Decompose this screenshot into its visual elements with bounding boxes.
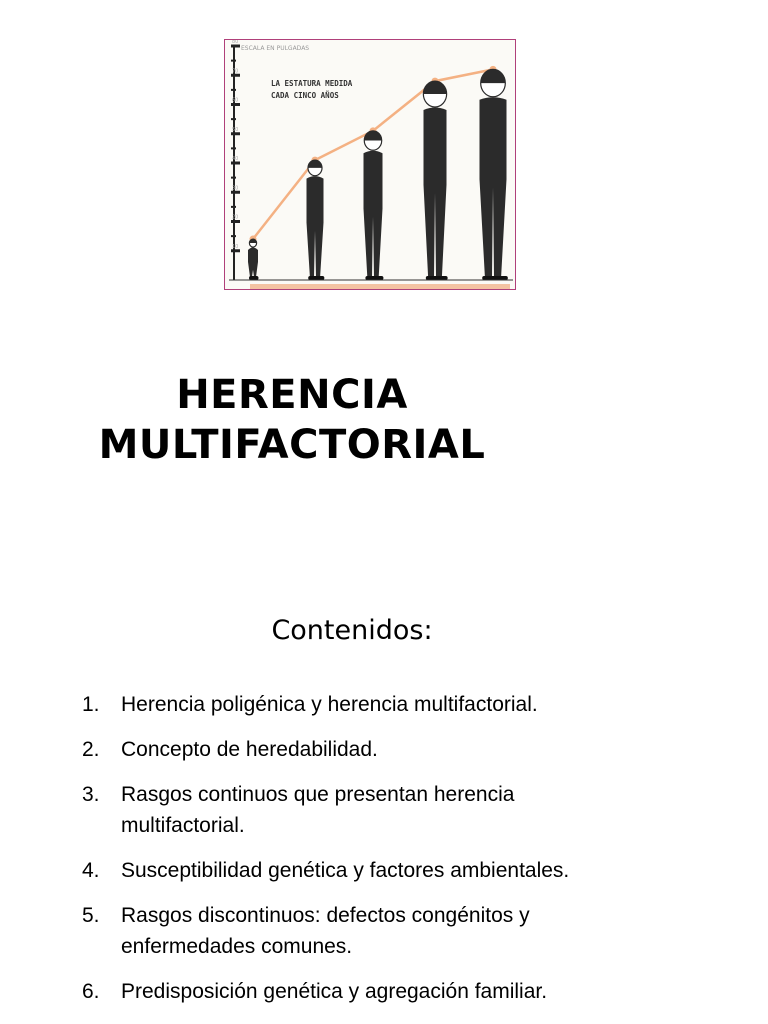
figure-body xyxy=(480,97,507,277)
contents-item xyxy=(0,900,577,962)
contents-list xyxy=(0,689,740,1021)
contents-item-text: Susceptibilidad genética y factores ambientales. xyxy=(121,859,570,882)
figure-body xyxy=(424,107,447,277)
ruler-tick-label: 60 xyxy=(232,97,239,104)
person-figure xyxy=(307,160,325,280)
ruler-tick-label: 40 xyxy=(232,156,239,162)
floor-strip xyxy=(250,284,510,289)
contents-item-number: 1. xyxy=(82,693,100,716)
ruler-tick-label: 10 xyxy=(232,243,239,250)
contents-item-number: 4. xyxy=(82,859,100,882)
ruler-minor-tick xyxy=(231,177,236,179)
contents-item-number: 2. xyxy=(82,738,100,761)
contents-item-text: Rasgos discontinuos: defectos congénitos y enfermedades comunes. xyxy=(121,904,530,958)
figure-body xyxy=(248,248,258,277)
contents-item-text: Rasgos continuos que presentan herencia multifactorial. xyxy=(121,783,515,837)
figure-body xyxy=(364,151,383,277)
person-figure xyxy=(480,69,508,280)
ruler-tick-label: 30 xyxy=(232,185,239,192)
figure-shoes xyxy=(308,276,324,280)
height-growth-drawing xyxy=(225,40,515,289)
figure-hair xyxy=(423,81,446,94)
figure-hair xyxy=(364,131,381,141)
contents-heading: Contenidos: xyxy=(271,615,433,646)
contents-item-number: 6. xyxy=(82,980,100,1003)
ruler-minor-tick xyxy=(231,118,236,120)
figure-shoes xyxy=(249,276,259,280)
ruler-tick-label: 70 xyxy=(232,68,239,75)
caption-line-2: CADA CINCO AÑOS xyxy=(271,91,339,100)
title-line-1: HERENCIA xyxy=(176,372,408,418)
ruler-tick-label: 50 xyxy=(232,126,239,133)
title-line-2: MULTIFACTORIAL xyxy=(98,422,486,468)
contents-item xyxy=(0,689,740,720)
ruler-minor-tick xyxy=(231,60,236,62)
figure-shoes xyxy=(482,276,508,280)
ruler-minor-tick xyxy=(231,206,236,208)
ruler-tick-label: 20 xyxy=(232,214,239,221)
person-figure xyxy=(364,131,384,280)
contents-item-text: Predisposición genética y agregación familiar. xyxy=(121,980,548,1003)
height-growth-illustration xyxy=(224,39,516,290)
contents-item-number: 5. xyxy=(82,904,100,927)
figure-shoes xyxy=(426,276,448,280)
contents-item xyxy=(0,855,740,886)
ruler-ticks xyxy=(231,40,240,252)
ruler-minor-tick xyxy=(231,235,236,237)
contents-item xyxy=(0,734,740,765)
person-figure xyxy=(423,81,447,280)
person-figure xyxy=(248,239,259,280)
ruler-tick-label: 80 xyxy=(232,40,239,45)
contents-item xyxy=(0,779,561,841)
contents-item-text: Herencia poligénica y herencia multifactorial. xyxy=(121,693,538,716)
page-title xyxy=(0,370,584,470)
contents-item-number: 3. xyxy=(82,783,100,806)
figure-body xyxy=(307,176,324,277)
scale-label: ESCALA EN PULGADAS xyxy=(241,45,310,52)
figure-hair xyxy=(308,160,322,168)
contents-item-text: Concepto de heredabilidad. xyxy=(121,738,378,761)
ruler-minor-tick xyxy=(231,89,236,91)
figures xyxy=(248,69,508,280)
caption-line-1: LA ESTATURA MEDIDA xyxy=(271,79,353,88)
contents-item xyxy=(0,976,740,1007)
figure-shoes xyxy=(365,276,383,280)
ruler-minor-tick xyxy=(231,147,236,149)
